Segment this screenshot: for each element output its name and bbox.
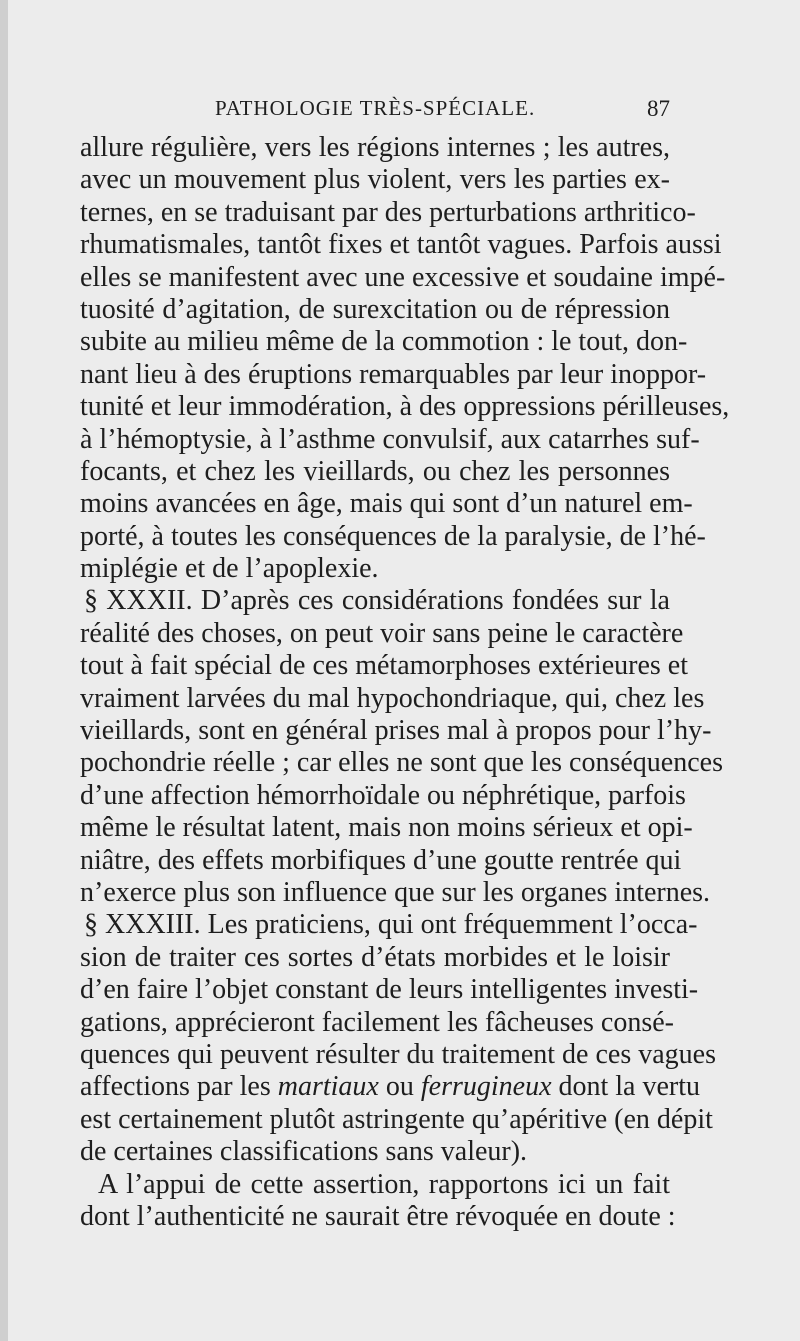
page-header (80, 90, 670, 130)
text-line: moins avancées en âge, mais qui sont d’un naturel em- (80, 488, 693, 520)
section-heading-line: § XXXII. D’après ces considérations fondées sur la (84, 585, 670, 617)
text-line: même le résultat latent, mais non moins sérieux et opi- (80, 812, 693, 844)
text-line: est certainement plutôt astringente qu’apéritive (en dépit (80, 1103, 713, 1135)
text-line-with-italics (80, 1071, 701, 1103)
text-line: n’exerce plus son influence que sur les organes internes. (80, 876, 711, 908)
page-edge (0, 0, 8, 1341)
text-line: nant lieu à des éruptions remarquables par leur inoppor- (80, 358, 707, 390)
text-line: d’en faire l’objet constant de leurs intelligentes investi- (80, 974, 699, 1006)
text-line: réalité des choses, on peut voir sans peine le caractère (80, 617, 684, 649)
text-line: de certaines classifications sans valeur). (80, 1136, 528, 1168)
section-heading-line: § XXXIII. Les praticiens, qui ont fréquemment l’occa- (84, 909, 698, 941)
text-line: à l’hémoptysie, à l’asthme convulsif, aux catarrhes suf- (80, 423, 700, 455)
text-fragment: dont la vertu (551, 1071, 701, 1103)
text-line: niâtre, des effets morbifiques d’une goutte rentrée qui (80, 844, 682, 876)
text-line: d’une affection hémorrhoïdale ou néphrétique, parfois (80, 779, 686, 811)
text-line: tunité et leur immodération, à des oppressions périlleuses, (80, 391, 730, 423)
text-line: vieillards, sont en général prises mal à propos pour l’hy- (80, 715, 712, 747)
text-line: dont l’authenticité ne saurait être révoquée en doute : (80, 1200, 676, 1232)
text-line: pochondrie réelle ; car elles ne sont que les conséquences (80, 747, 723, 779)
italic-term: ferrugineux (420, 1071, 552, 1103)
text-line: ternes, en se traduisant par des perturbations arthritico- (80, 196, 696, 228)
running-head: PATHOLOGIE TRÈS-SPÉCIALE. (215, 96, 536, 120)
text-line: quences qui peuvent résulter du traitement de ces vagues (80, 1038, 716, 1070)
text-line: gations, apprécieront facilement les fâcheuses consé- (80, 1006, 674, 1038)
text-fragment: ou (378, 1071, 421, 1103)
text-line: avec un mouvement plus violent, vers les parties ex- (80, 164, 670, 196)
text-line: allure régulière, vers les régions internes ; les autres, (80, 132, 670, 163)
text-line: tout à fait spécial de ces métamorphoses extérieures et (80, 650, 688, 682)
text-line: vraiment larvées du mal hypochondriaque, qui, chez les (80, 682, 705, 714)
text-line: tuosité d’agitation, de surexcitation ou de répression (80, 293, 670, 325)
paragraph-start-line: A l’appui de cette assertion, rapportons ici un fait (98, 1168, 670, 1200)
text-line: sion de traiter ces sortes d’états morbides et le loisir (80, 941, 670, 973)
text-line: subite au milieu même de la commotion : le tout, don- (80, 326, 688, 358)
text-line: elles se manifestent avec une excessive et soudaine impé- (80, 261, 726, 293)
text-line: porté, à toutes les conséquences de la paralysie, de l’hé- (80, 520, 706, 552)
italic-term: martiaux (277, 1071, 379, 1103)
text-line: miplégie et de l’apoplexie. (80, 553, 379, 585)
body-text (80, 132, 730, 1233)
page-number: 87 (647, 96, 670, 121)
text-line: focants, et chez les vieillards, ou chez les personnes (80, 455, 670, 487)
text-fragment: affections par les (80, 1071, 278, 1103)
text-line: rhumatismales, tantôt fixes et tantôt vagues. Parfois aussi (80, 229, 722, 261)
